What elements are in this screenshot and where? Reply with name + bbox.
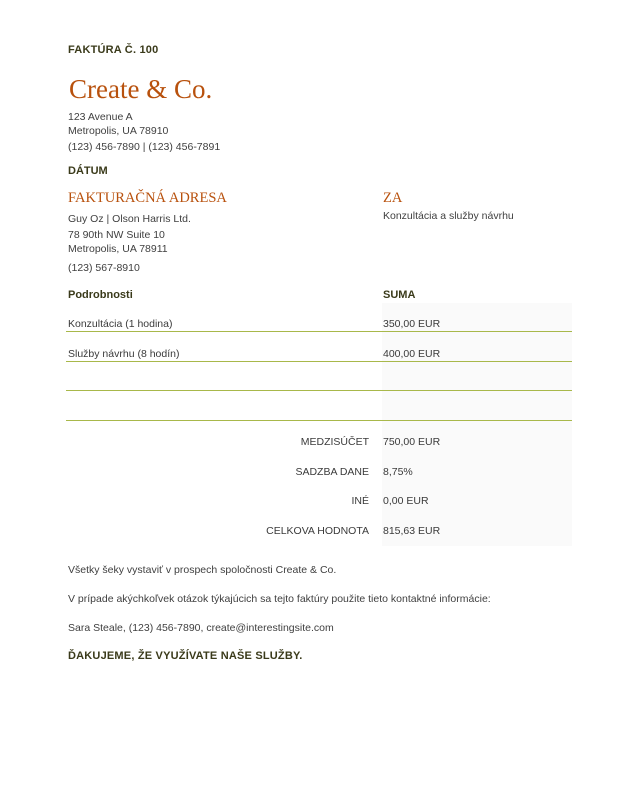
amount-column-shade — [382, 303, 572, 546]
billing-phone: (123) 567-8910 — [68, 262, 140, 274]
for-heading: ZA — [383, 190, 403, 206]
subtotal-label: MEDZISÚČET — [300, 436, 369, 448]
other-value: 0,00 EUR — [383, 495, 429, 507]
table-row-amount: 400,00 EUR — [383, 348, 441, 360]
subtotal-value: 750,00 EUR — [383, 436, 441, 448]
tax-rate-label: SADZBA DANE — [295, 466, 369, 478]
company-address-line2: Metropolis, UA 78910 — [68, 125, 169, 137]
date-label: DÁTUM — [68, 165, 108, 177]
other-label: INÉ — [351, 495, 369, 507]
table-row-details: Konzultácia (1 hodina) — [68, 318, 173, 330]
thank-you-message: ĎAKUJEME, ŽE VYUŽÍVATE NAŠE SLUŽBY. — [68, 650, 303, 662]
row-divider — [66, 331, 572, 332]
table-row-details: Služby návrhu (8 hodín) — [68, 348, 180, 360]
for-description: Konzultácia a služby návrhu — [383, 210, 514, 222]
company-phones: (123) 456-7890 | (123) 456-7891 — [68, 141, 221, 153]
tax-rate-value: 8,75% — [383, 466, 413, 478]
billing-line2: 78 90th NW Suite 10 — [68, 229, 165, 241]
billing-heading: FAKTURAČNÁ ADRESA — [68, 190, 227, 206]
table-header-details: Podrobnosti — [68, 289, 133, 301]
contact-info: Sara Steale, (123) 456-7890, create@interestingsite.com — [68, 622, 334, 634]
billing-line1: Guy Oz | Olson Harris Ltd. — [68, 213, 191, 225]
company-name: Create & Co. — [69, 74, 213, 104]
row-divider — [66, 420, 572, 421]
invoice-number: FAKTÚRA Č. 100 — [68, 44, 159, 56]
billing-line3: Metropolis, UA 78911 — [68, 243, 168, 255]
questions-note: V prípade akýchkoľvek otázok týkajúcich sa tejto faktúry použite tieto kontaktné informácie: — [68, 593, 491, 605]
table-header-amount: SUMA — [383, 289, 416, 301]
company-address-line1: 123 Avenue A — [68, 111, 133, 123]
row-divider — [66, 390, 572, 391]
total-label: CELKOVA HODNOTA — [266, 525, 369, 537]
total-value: 815,63 EUR — [383, 525, 441, 537]
row-divider — [66, 361, 572, 362]
table-row-amount: 350,00 EUR — [383, 318, 441, 330]
checks-note: Všetky šeky vystaviť v prospech spoločnosti Create & Co. — [68, 564, 337, 576]
